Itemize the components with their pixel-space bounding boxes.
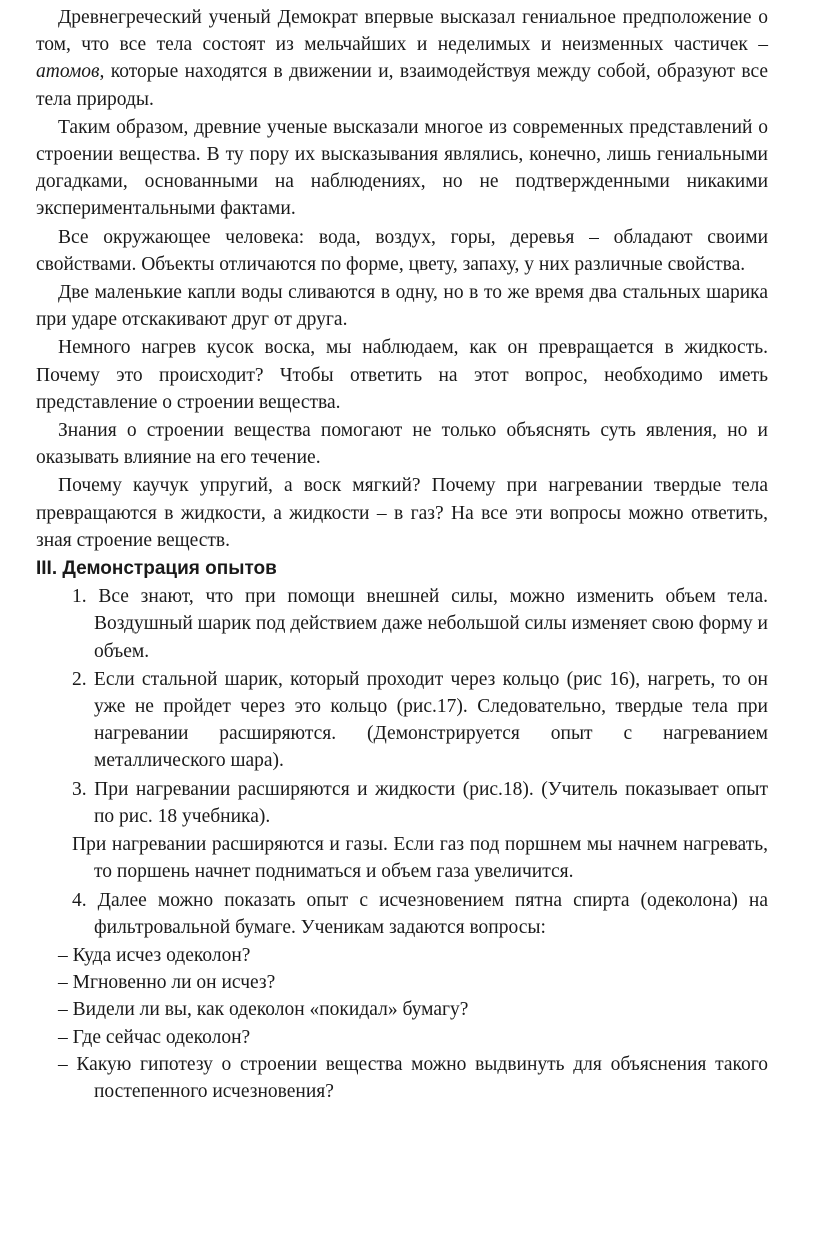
question-item: – Видели ли вы, как одеколон «покидал» бумагу? (58, 999, 469, 1021)
paragraph-knowledge: Знания о строении вещества помогают не только объяснять суть явления, но и оказывать влияние на его течение. (36, 420, 768, 469)
paragraph-democritus-part-1: Древнегреческий ученый Демократ впервые высказал гениальное предположение о том, что все тела состоят из мельчайших и неделимых и неизменных частичек – (36, 7, 768, 56)
question-item: – Куда исчез одеколон? (58, 944, 251, 966)
question-item: – Где сейчас одеколон? (58, 1026, 251, 1048)
paragraph-gases: При нагревании расширяются и газы. Если газ под поршнем мы начнем нагревать, то поршень начнет подниматься и объем газа увеличится. (72, 834, 768, 883)
paragraph-ancient-scientists: Таким образом, древние ученые высказали многое из современных представлений о строении вещества. В ту пору их высказывания являлись, конечно, лишь гениальными догадками, основанными на наблюдениях, но не подтвержденными никакими экспериментальными фактами. (36, 116, 768, 220)
paragraph-democritus (36, 4, 768, 113)
term-atoms: атомов, (36, 61, 105, 83)
paragraph-rubber-questions: Почему каучук упругий, а воск мягкий? Почему при нагревании твердые тела превращаются в жидкости, а жидкости – в газ? На все эти вопросы можно ответить, зная строение веществ. (36, 475, 768, 551)
question-list (36, 942, 768, 1105)
experiment-item-1: 1. Все знают, что при помощи внешней силы, можно изменить объем тела. Воздушный шарик под действием даже небольшой силы изменяет свою форму и объем. (72, 586, 768, 662)
question-item: – Какую гипотезу о строении вещества можно выдвинуть для объяснения такого постепенного исчезновения? (58, 1053, 768, 1102)
paragraph-water-drops: Две маленькие капли воды сливаются в одну, но в то же время два стальных шарика при ударе отскакивают друг от друга. (36, 282, 768, 331)
paragraph-surroundings: Все окружающее человека: вода, воздух, горы, деревья – обладают своими свойствами. Объекты отличаются по форме, цвету, запаху, у них различные свойства. (36, 226, 768, 275)
experiment-item-3: 3. При нагревании расширяются и жидкости (рис.18). (Учитель показывает опыт по рис. 18 учебника). (72, 778, 768, 827)
paragraph-democritus-part-2: которые находятся в движении и, взаимодействуя между собой, образуют все тела природы. (36, 61, 768, 110)
section-heading: III. Демонстрация опытов (36, 558, 277, 580)
experiment-item-2: 2. Если стальной шарик, который проходит через кольцо (рис 16), нагреть, то он уже не пройдет через это кольцо (рис.17). Следовательно, твердые тела при нагревании расширяются. (Демонстрируется опыт с нагреванием металлического шара). (72, 668, 768, 772)
question-item: – Мгновенно ли он исчез? (58, 972, 276, 994)
experiment-item-4: 4. Далее можно показать опыт с исчезновением пятна спирта (одеколона) на фильтровальной бумаге. Ученикам задаются вопросы: (72, 889, 768, 938)
paragraph-wax: Немного нагрев кусок воска, мы наблюдаем, как он превращается в жидкость. Почему это происходит? Чтобы ответить на этот вопрос, необходимо иметь представление о строении вещества. (36, 337, 768, 413)
